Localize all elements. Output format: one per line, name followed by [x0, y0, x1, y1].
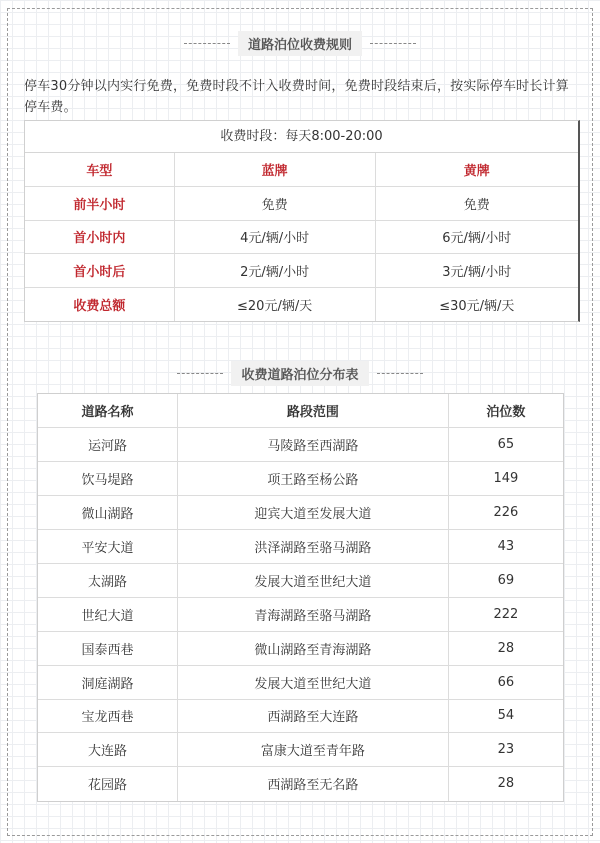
title-dash-right [377, 373, 423, 374]
space-count: 226 [448, 496, 563, 530]
table-row [38, 631, 563, 665]
blue-plate-fee: 免费 [174, 187, 375, 221]
space-count: 54 [448, 699, 563, 733]
table-row [38, 665, 563, 699]
table-row [38, 699, 563, 733]
section-range: 发展大道至世纪大道 [177, 563, 448, 597]
table-row [38, 428, 563, 462]
table-header-row [25, 153, 578, 187]
period-label: 收费总额 [25, 287, 174, 321]
section-range: 富康大道至青年路 [177, 733, 448, 767]
section-range: 青海湖路至骆马湖路 [177, 597, 448, 631]
road-name: 大连路 [38, 733, 177, 767]
table-header-row [38, 394, 563, 428]
yellow-plate-fee: 6元/辆/小时 [375, 220, 578, 254]
distribution-section-title: 收费道路泊位分布表 [231, 361, 368, 386]
header-section-range: 路段范围 [177, 394, 448, 428]
header-space-count: 泊位数 [486, 405, 526, 421]
space-count: 149 [448, 462, 563, 496]
parking-distribution-table [37, 393, 564, 802]
yellow-plate-fee: ≤30元/辆/天 [375, 287, 578, 321]
period-label: 首小时后 [25, 254, 174, 288]
road-name: 饮马堤路 [38, 462, 177, 496]
distribution-section-header [0, 361, 600, 386]
road-name: 世纪大道 [38, 597, 177, 631]
table-row [38, 597, 563, 631]
road-name: 太湖路 [38, 563, 177, 597]
section-range: 西湖路至大连路 [177, 699, 448, 733]
rules-section-title: 道路泊位收费规则 [238, 31, 362, 56]
yellow-plate-fee: 3元/辆/小时 [375, 254, 578, 288]
road-name: 花园路 [38, 767, 177, 801]
space-count: 66 [448, 665, 563, 699]
space-count: 28 [448, 767, 563, 801]
space-count: 43 [448, 530, 563, 564]
section-range: 发展大道至世纪大道 [177, 665, 448, 699]
section-range: 马陵路至西湖路 [177, 428, 448, 462]
table-row [25, 287, 578, 321]
table-row [38, 496, 563, 530]
title-dash-left [177, 373, 223, 374]
road-name: 国泰西巷 [38, 631, 177, 665]
title-dash-right [370, 43, 416, 44]
table-row [38, 462, 563, 496]
road-name: 微山湖路 [38, 496, 177, 530]
header-road-name: 道路名称 [38, 394, 177, 428]
yellow-plate-fee: 免费 [375, 187, 578, 221]
table-row [25, 220, 578, 254]
blue-plate-fee: 4元/辆/小时 [174, 220, 375, 254]
section-range: 迎宾大道至发展大道 [177, 496, 448, 530]
table-row [38, 733, 563, 767]
road-name: 洞庭湖路 [38, 665, 177, 699]
section-range: 洪泽湖路至骆马湖路 [177, 530, 448, 564]
table-row [25, 187, 578, 221]
rules-section-header [0, 31, 600, 56]
table-row [25, 254, 578, 288]
space-count: 23 [448, 733, 563, 767]
road-name: 宝龙西巷 [38, 699, 177, 733]
period-label: 前半小时 [25, 187, 174, 221]
charging-hours: 收费时段：每天8:00-20:00 [25, 121, 578, 153]
blue-plate-fee: 2元/辆/小时 [174, 254, 375, 288]
space-count: 65 [448, 428, 563, 462]
title-dash-left [184, 43, 230, 44]
table-row [38, 563, 563, 597]
header-yellow-plate: 黄牌 [463, 164, 490, 180]
space-count: 69 [448, 563, 563, 597]
header-vehicle-type: 车型 [25, 153, 174, 187]
space-count: 222 [448, 597, 563, 631]
fee-rules-table [24, 120, 580, 322]
blue-plate-fee: ≤20元/辆/天 [174, 287, 375, 321]
section-range: 项王路至杨公路 [177, 462, 448, 496]
table-row [38, 767, 563, 801]
road-name: 运河路 [38, 428, 177, 462]
period-label: 首小时内 [25, 220, 174, 254]
table-row [38, 530, 563, 564]
rules-intro-text: 停车30分钟以内实行免费，免费时段不计入收费时间，免费时段结束后，按实际停车时长计算停车费。 [24, 79, 569, 115]
section-range: 微山湖路至青海湖路 [177, 631, 448, 665]
section-range: 西湖路至无名路 [177, 767, 448, 801]
space-count: 28 [448, 631, 563, 665]
road-name: 平安大道 [38, 530, 177, 564]
header-blue-plate: 蓝牌 [174, 153, 375, 187]
